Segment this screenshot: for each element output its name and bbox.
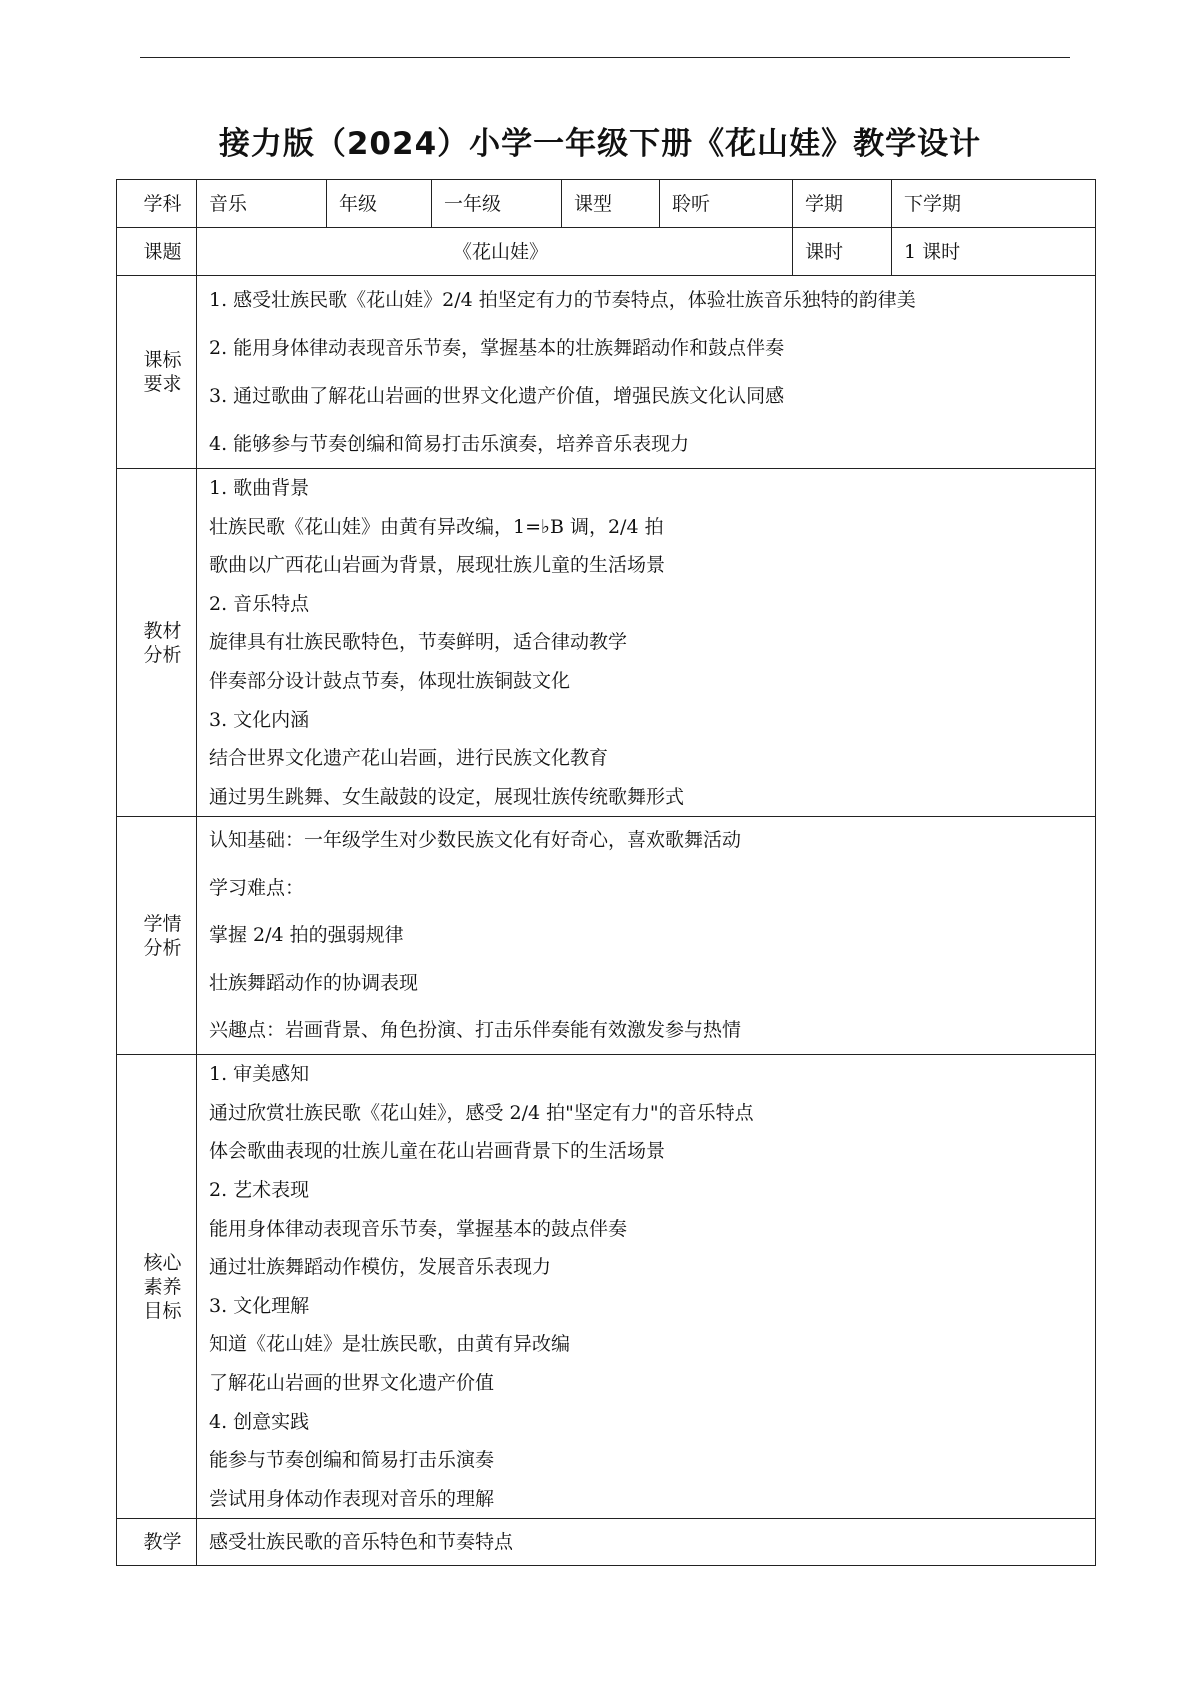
term-value: 下学期 xyxy=(892,180,1096,228)
subject-value: 音乐 xyxy=(197,180,327,228)
standards-row xyxy=(117,276,1096,469)
grade-label: 年级 xyxy=(327,180,432,228)
list-item: 能用身体律动表现音乐节奏，掌握基本的鼓点伴奏 xyxy=(209,1217,628,1240)
list-item: 壮族舞蹈动作的协调表现 xyxy=(209,971,419,994)
list-item: 通过男生跳舞、女生敲鼓的设定，展现壮族传统歌舞形式 xyxy=(209,785,685,808)
list-item: 2. 音乐特点 xyxy=(209,592,310,615)
list-item: 旋律具有壮族民歌特色，节奏鲜明，适合律动教学 xyxy=(209,631,628,654)
list-item: 歌曲以广西花山岩画为背景，展现壮族儿童的生活场景 xyxy=(209,554,666,577)
list-item: 2. 能用身体律动表现音乐节奏，掌握基本的壮族舞蹈动作和鼓点伴奏 xyxy=(209,337,785,359)
students-row xyxy=(117,817,1096,1055)
teaching-label: 教学 xyxy=(117,1519,197,1566)
list-item: 1. 感受壮族民歌《花山娃》2/4 拍坚定有力的节奏特点，体验壮族音乐独特的韵律美 xyxy=(209,289,916,311)
students-label: 学情 分析 xyxy=(117,817,197,1055)
teaching-row xyxy=(117,1519,1096,1566)
list-item: 知道《花山娃》是壮族民歌，由黄有异改编 xyxy=(209,1333,571,1356)
list-item: 学习难点： xyxy=(209,876,305,899)
list-item: 3. 文化理解 xyxy=(209,1294,310,1317)
grade-value: 一年级 xyxy=(432,180,562,228)
subject-label: 学科 xyxy=(117,180,197,228)
list-item: 1. 歌曲背景 xyxy=(209,477,310,499)
material-label: 教材 分析 xyxy=(117,469,197,817)
topic-label: 课题 xyxy=(117,228,197,276)
topic-value: 《花山娃》 xyxy=(197,228,793,276)
term-label: 学期 xyxy=(793,180,892,228)
list-item: 掌握 2/4 拍的强弱规律 xyxy=(209,924,404,947)
list-item: 2. 艺术表现 xyxy=(209,1179,310,1202)
topic-row xyxy=(117,228,1096,276)
list-item: 4. 能够参与节奏创编和简易打击乐演奏，培养音乐表现力 xyxy=(209,433,690,455)
teaching-content xyxy=(197,1519,1096,1566)
material-row xyxy=(117,469,1096,817)
hours-value: 1 课时 xyxy=(892,228,1096,276)
list-item: 了解花山岩画的世界文化遗产价值 xyxy=(209,1372,495,1395)
literacy-content xyxy=(197,1055,1096,1519)
list-item: 认知基础：一年级学生对少数民族文化有好奇心，喜欢歌舞活动 xyxy=(209,829,742,852)
lesson-plan-table xyxy=(116,179,1096,1566)
list-item: 1. 审美感知 xyxy=(209,1063,310,1086)
literacy-label: 核心 素养 目标 xyxy=(117,1055,197,1519)
standards-label: 课标 要求 xyxy=(117,276,197,469)
type-label: 课型 xyxy=(562,180,660,228)
list-item: 3. 通过歌曲了解花山岩画的世界文化遗产价值，增强民族文化认同感 xyxy=(209,385,785,407)
standards-content xyxy=(197,276,1096,469)
list-item: 体会歌曲表现的壮族儿童在花山岩画背景下的生活场景 xyxy=(209,1140,666,1163)
list-item: 尝试用身体动作表现对音乐的理解 xyxy=(209,1487,495,1510)
list-item: 感受壮族民歌的音乐特色和节奏特点 xyxy=(209,1531,514,1554)
list-item: 3. 文化内涵 xyxy=(209,708,310,731)
page-title: 接力版（2024）小学一年级下册《花山娃》教学设计 xyxy=(218,126,982,162)
list-item: 通过壮族舞蹈动作模仿，发展音乐表现力 xyxy=(209,1256,552,1279)
hours-label: 课时 xyxy=(793,228,892,276)
material-content xyxy=(197,469,1096,817)
header-rule xyxy=(140,57,1070,58)
list-item: 兴趣点：岩画背景、角色扮演、打击乐伴奏能有效激发参与热情 xyxy=(209,1018,742,1041)
literacy-row xyxy=(117,1055,1096,1519)
list-item: 壮族民歌《花山娃》由黄有异改编，1=♭B 调，2/4 拍 xyxy=(209,515,664,538)
type-value: 聆听 xyxy=(660,180,793,228)
list-item: 4. 创意实践 xyxy=(209,1410,310,1433)
students-content xyxy=(197,817,1096,1055)
list-item: 结合世界文化遗产花山岩画，进行民族文化教育 xyxy=(209,747,609,770)
list-item: 能参与节奏创编和简易打击乐演奏 xyxy=(209,1449,495,1472)
list-item: 通过欣赏壮族民歌《花山娃》，感受 2/4 拍"坚定有力"的音乐特点 xyxy=(209,1101,754,1124)
meta-row xyxy=(117,180,1096,228)
list-item: 伴奏部分设计鼓点节奏，体现壮族铜鼓文化 xyxy=(209,669,571,692)
